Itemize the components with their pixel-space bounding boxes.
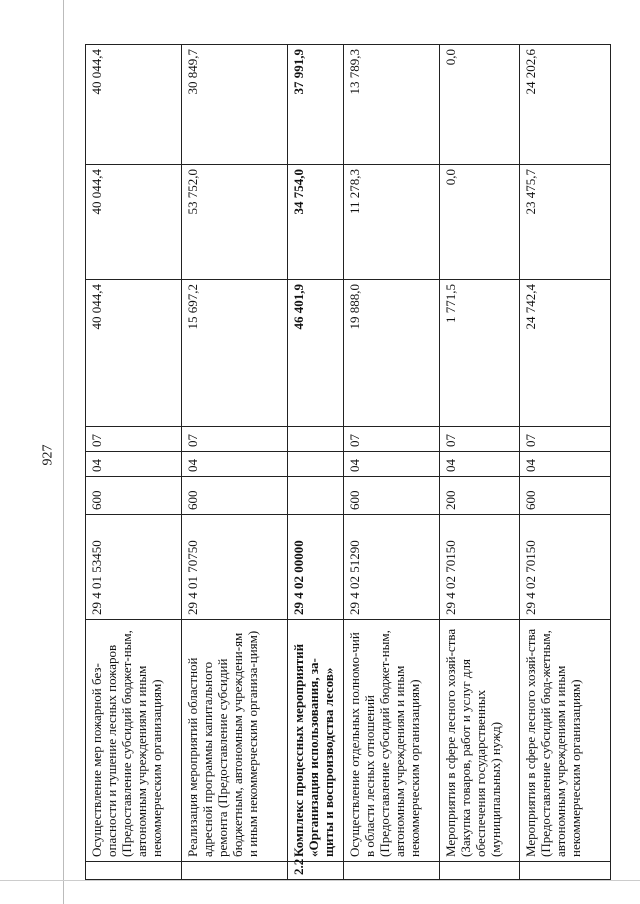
amount-year2-cell: 23 475,7 — [520, 165, 611, 280]
amount-year3-cell: 37 991,9 — [288, 45, 344, 165]
row-number-cell — [182, 862, 288, 880]
amount-year3-cell: 30 849,7 — [182, 45, 288, 165]
subsection-cell: 07 — [86, 427, 182, 452]
amount-year3-cell: 13 789,3 — [344, 45, 440, 165]
row-number-cell — [520, 862, 611, 880]
table-row — [182, 45, 288, 880]
amount-year1-cell: 15 697,2 — [182, 280, 288, 427]
amount-year3-cell: 40 044,4 — [86, 45, 182, 165]
description-cell: Мероприятия в сфере лесного хозяй-ства (Предоставление субсидий бюд-жетным, автономным учреждениям и иным некоммерческим организациям) — [520, 620, 611, 862]
table-row — [440, 45, 520, 880]
subsection-cell: 07 — [182, 427, 288, 452]
subsection-cell: 07 — [440, 427, 520, 452]
row-number-cell — [440, 862, 520, 880]
expense-type-cell: 600 — [520, 477, 611, 515]
table-row — [520, 45, 611, 880]
subsection-cell — [288, 427, 344, 452]
amount-year1-cell: 40 044,4 — [86, 280, 182, 427]
expense-type-cell — [288, 477, 344, 515]
section-cell: 04 — [86, 452, 182, 477]
section-cell — [288, 452, 344, 477]
description-cell: Комплекс процессных мероприятий «Организация использования, за-щиты и воспроизводства лесов» — [288, 620, 344, 862]
program-code-cell: 29 4 01 70750 — [182, 515, 288, 620]
page-bottom-rule — [0, 880, 640, 881]
amount-year3-cell: 24 202,6 — [520, 45, 611, 165]
row-number-cell — [86, 862, 182, 880]
expense-type-cell: 600 — [86, 477, 182, 515]
page-margin-rule — [63, 0, 64, 904]
subsection-cell: 07 — [344, 427, 440, 452]
amount-year2-cell: 34 754,0 — [288, 165, 344, 280]
description-cell: Осуществление отдельных полномо-чий в области лесных отношений (Предоставление субсидий бюджет-ным, автономным учреждениям и иным некоммерческим организациям) — [344, 620, 440, 862]
section-cell: 04 — [182, 452, 288, 477]
description-cell: Мероприятия в сфере лесного хозяй-ства (Закупка товаров, работ и услуг для обеспечения государственных (муниципальных) нужд) — [440, 620, 520, 862]
table-row — [344, 45, 440, 880]
row-number-cell: 2.2 — [288, 862, 344, 880]
section-cell: 04 — [440, 452, 520, 477]
subsection-cell: 07 — [520, 427, 611, 452]
program-code-cell: 29 4 02 51290 — [344, 515, 440, 620]
program-code-cell: 29 4 01 53450 — [86, 515, 182, 620]
table-row — [288, 45, 344, 880]
description-cell: Реализация мероприятий областной адресной программы капитального ремонта (Предоставление субсидий бюджетным, автономным учреждени-ям и иным некоммерческим организа-циям) — [182, 620, 288, 862]
row-number-cell — [344, 862, 440, 880]
amount-year1-cell: 46 401,9 — [288, 280, 344, 427]
expense-type-cell: 600 — [182, 477, 288, 515]
program-code-cell: 29 4 02 70150 — [440, 515, 520, 620]
amount-year2-cell: 0,0 — [440, 165, 520, 280]
amount-year1-cell: 1 771,5 — [440, 280, 520, 427]
expense-type-cell: 600 — [344, 477, 440, 515]
budget-table — [85, 44, 611, 880]
amount-year1-cell: 19 888,0 — [344, 280, 440, 427]
table-row — [86, 45, 182, 880]
amount-year2-cell: 40 044,4 — [86, 165, 182, 280]
table-body — [86, 45, 611, 880]
rotated-table-container — [85, 45, 610, 880]
description-cell: Осуществление мер пожарной без-опасности и тушение лесных пожаров (Предоставление субсидий бюджет-ным, автономным учреждениям и иным некоммерческим организациям) — [86, 620, 182, 862]
amount-year2-cell: 53 752,0 — [182, 165, 288, 280]
section-cell: 04 — [520, 452, 611, 477]
page-number: 927 — [40, 444, 56, 466]
program-code-cell: 29 4 02 00000 — [288, 515, 344, 620]
program-code-cell: 29 4 02 70150 — [520, 515, 611, 620]
amount-year3-cell: 0,0 — [440, 45, 520, 165]
expense-type-cell: 200 — [440, 477, 520, 515]
section-cell: 04 — [344, 452, 440, 477]
amount-year1-cell: 24 742,4 — [520, 280, 611, 427]
amount-year2-cell: 11 278,3 — [344, 165, 440, 280]
